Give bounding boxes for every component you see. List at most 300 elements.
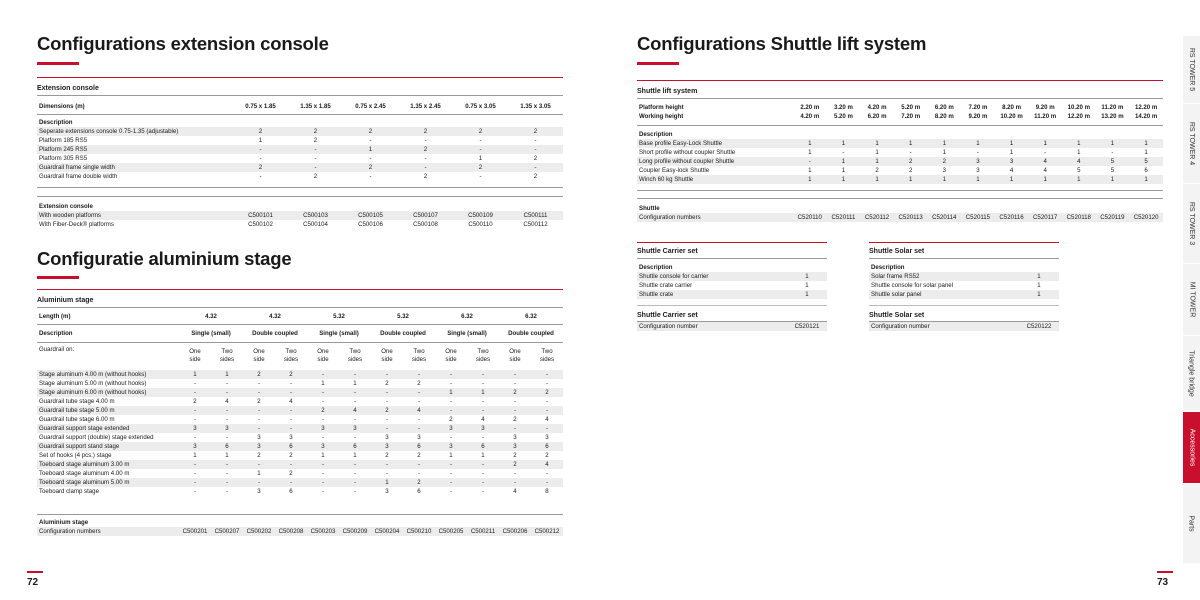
row-label: Platform 245 RS5 — [37, 145, 233, 154]
value-cell: - — [499, 478, 531, 487]
height-cell: 9.20 m — [1035, 104, 1055, 111]
height-cell: 11.20 m — [1101, 104, 1124, 111]
length-cell: 4.32 — [269, 313, 281, 320]
height-cell: 7.20 m — [968, 104, 988, 111]
aluminium-type-header — [37, 329, 563, 338]
solar-rows — [869, 263, 1059, 299]
value-cell: 2 — [531, 388, 563, 397]
value-cell: 1 — [1096, 175, 1130, 184]
value-cell: 2 — [499, 388, 531, 397]
value-cell: - — [467, 460, 499, 469]
value-cell: 2 — [499, 460, 531, 469]
value-cell: - — [481, 488, 485, 495]
value-cell: - — [307, 370, 339, 379]
value-cell: - — [193, 470, 197, 477]
carrier-description-label: Description — [639, 264, 673, 271]
value-cell: 3 — [211, 424, 243, 433]
type-cell: Double coupled — [508, 330, 554, 337]
value-cell: 3 — [995, 157, 1029, 166]
dim-cell: 0.75 x 3.05 — [465, 102, 496, 110]
value-cell: - — [243, 478, 275, 487]
side-cell — [371, 346, 403, 366]
code-cell: C520119 — [1096, 213, 1130, 222]
code-cell: C520116 — [995, 213, 1029, 222]
value-cell: - — [275, 388, 307, 397]
code-cell: C500110 — [468, 221, 493, 228]
code-cell: C520118 — [1062, 213, 1096, 222]
value-cell: 6 — [211, 442, 243, 451]
code-cell: C500108 — [413, 221, 438, 228]
value-cell: 1 — [257, 470, 261, 477]
value-cell: 1 — [808, 167, 812, 174]
value-cell: 1 — [193, 452, 197, 459]
value-cell: 2 — [243, 370, 275, 379]
value-cell: - — [225, 488, 229, 495]
code-cell: C500103 — [288, 211, 343, 220]
code-cell: C500101 — [233, 211, 288, 220]
value-cell: - — [424, 137, 427, 144]
section-divider — [637, 80, 1163, 81]
value-cell: 1 — [371, 478, 403, 487]
side-word: sides — [539, 356, 555, 363]
side-cell — [211, 346, 243, 366]
value-cell: 8 — [545, 488, 549, 495]
value-cell: 1 — [928, 139, 962, 148]
table-row — [37, 127, 563, 136]
value-cell: - — [257, 380, 261, 387]
row-label: Platform 305 RS5 — [39, 155, 88, 162]
side-cell — [531, 346, 563, 366]
tab-parts[interactable] — [1183, 484, 1200, 564]
side-word: side — [189, 356, 201, 363]
value-cell: - — [275, 460, 307, 469]
value-cell: 1 — [1129, 175, 1163, 184]
row-label: Toeboard clamp stage — [39, 488, 99, 495]
value-cell: - — [481, 434, 485, 441]
value-cell: 1 — [787, 290, 827, 299]
value-cell: - — [243, 388, 275, 397]
value-cell: 1 — [1028, 175, 1062, 184]
side-cell — [403, 346, 435, 366]
dimensions-label: Dimensions (m) — [39, 102, 85, 110]
value-cell: - — [403, 424, 435, 433]
value-cell: - — [842, 149, 845, 156]
value-cell: - — [289, 416, 293, 423]
shuttle-codes-rows — [637, 204, 1163, 222]
side-count: One — [189, 348, 201, 355]
value-cell: 2 — [233, 163, 288, 172]
value-cell: 2 — [371, 406, 403, 415]
solar-set-title: Shuttle Solar set — [869, 245, 1059, 259]
value-cell: 2 — [385, 452, 389, 459]
value-cell: - — [369, 155, 372, 162]
row-label: Shuttle console for carrier — [637, 272, 787, 281]
table-row — [637, 213, 1163, 222]
table-row — [37, 487, 563, 496]
value-cell: - — [179, 388, 211, 397]
shuttle-table-title: Shuttle lift system — [637, 85, 1163, 99]
code-cell: C500107 — [398, 211, 453, 220]
value-cell: - — [211, 460, 243, 469]
row-label: Long profile without coupler Shuttle — [637, 157, 793, 166]
shuttle-heights — [637, 103, 1163, 121]
value-cell: - — [275, 424, 307, 433]
tab-rs-tower-4[interactable] — [1183, 104, 1200, 184]
value-cell: 4 — [513, 488, 517, 495]
value-cell: 3 — [976, 167, 980, 174]
value-cell: 3 — [499, 442, 531, 451]
table-row — [37, 163, 563, 172]
value-cell: 1 — [467, 388, 499, 397]
table-row — [869, 272, 1059, 281]
table-row — [37, 397, 563, 406]
value-cell: 2 — [894, 157, 928, 166]
aluminium-stage-table — [37, 294, 563, 496]
value-cell: 2 — [313, 173, 318, 180]
value-cell: - — [481, 380, 485, 387]
carrier-code-value: C520121 — [787, 322, 827, 332]
tab-rs-tower-5[interactable] — [1183, 36, 1200, 104]
code-cell: C500202 — [243, 527, 275, 536]
height-cell: 12.20 m — [1067, 113, 1090, 120]
value-cell: 5 — [1129, 157, 1163, 166]
row-label: Toeboard stage aluminum 4.00 m — [39, 470, 130, 477]
value-cell: 1 — [841, 167, 846, 174]
height-cell: 8.20 m — [1002, 104, 1022, 111]
row-label: With wooden platforms — [37, 211, 233, 220]
value-cell: 1 — [827, 175, 861, 184]
table-row — [37, 220, 563, 229]
tab-label: Accessories — [1188, 428, 1196, 467]
right-page — [637, 0, 1169, 600]
value-cell: - — [435, 460, 467, 469]
value-cell: 4 — [339, 406, 371, 415]
value-cell: - — [508, 145, 563, 154]
value-cell: 3 — [417, 434, 421, 441]
value-cell: - — [225, 434, 229, 441]
aluminium-codes-table — [37, 514, 563, 536]
value-cell: - — [321, 470, 325, 477]
value-cell: 1 — [894, 175, 928, 184]
table-row — [637, 175, 1163, 184]
value-cell: 1 — [1077, 149, 1081, 156]
value-cell: - — [193, 488, 197, 495]
row-label: Platform 185 RS5 — [39, 137, 88, 144]
value-cell: 2 — [313, 137, 318, 144]
value-cell: 1 — [211, 370, 243, 379]
guardrail-label: Guardrail on: — [39, 346, 75, 353]
tab-label: RS TOWER 4 — [1188, 121, 1195, 166]
value-cell: 1 — [860, 157, 894, 166]
value-cell: - — [225, 470, 229, 477]
side-word: side — [509, 356, 521, 363]
height-cell: 4.20 m — [800, 113, 820, 120]
value-cell: 2 — [403, 478, 435, 487]
value-cell: 2 — [289, 452, 293, 459]
table-row — [637, 148, 1163, 157]
value-cell: - — [398, 163, 453, 172]
value-cell: - — [449, 434, 453, 441]
table-row — [37, 370, 563, 379]
title-accent-bar — [37, 62, 79, 65]
height-cell: 11.20 m — [1034, 113, 1057, 120]
table-row — [637, 166, 1163, 175]
code-cell: C500206 — [499, 527, 531, 536]
value-cell: 1 — [1062, 139, 1096, 148]
value-cell: 6 — [275, 442, 307, 451]
value-cell: 1 — [860, 139, 894, 148]
value-cell: - — [1044, 149, 1047, 156]
value-cell: 2 — [398, 145, 453, 154]
value-cell: - — [435, 370, 467, 379]
length-label: Length (m) — [39, 313, 71, 320]
value-cell: 4 — [289, 398, 293, 405]
row-label: Configuration numbers — [637, 213, 793, 222]
table-row — [37, 379, 563, 388]
value-cell: 2 — [288, 127, 343, 136]
row-label: Winch 60 kg Shuttle — [637, 175, 793, 184]
value-cell: - — [369, 173, 372, 180]
row-label: Shuttle solar panel — [869, 290, 1019, 299]
value-cell: - — [531, 406, 563, 415]
value-cell: - — [417, 398, 421, 405]
value-cell: - — [371, 424, 403, 433]
table-row — [637, 139, 1163, 148]
code-cell: C500104 — [303, 221, 328, 228]
alu-description-label: Description — [39, 330, 73, 337]
row-label: Shuttle console for solar panel — [871, 282, 953, 289]
row-label: Shuttle crate carrier — [639, 282, 693, 289]
value-cell: 6 — [467, 442, 499, 451]
height-cell: 8.20 m — [934, 113, 954, 120]
page-number-text: 73 — [1157, 577, 1169, 588]
side-count: Two — [285, 348, 297, 355]
value-cell: 3 — [961, 157, 995, 166]
title-accent-bar — [637, 62, 679, 65]
value-cell: 1 — [961, 175, 995, 184]
code-cell: C500105 — [343, 211, 398, 220]
row-label: With Fiber-Deck® platforms — [39, 221, 114, 228]
value-cell: 2 — [449, 416, 453, 423]
value-cell: 1 — [1096, 139, 1130, 148]
tab-label: Triangle bridge — [1188, 350, 1195, 397]
value-cell: 1 — [942, 149, 946, 156]
section-divider — [37, 77, 563, 78]
extension-console-table — [37, 82, 563, 188]
shuttle-codes-table — [637, 198, 1163, 222]
side-cell — [275, 346, 307, 366]
side-cell — [307, 346, 339, 366]
value-cell: 3 — [307, 424, 339, 433]
value-cell: - — [257, 416, 261, 423]
side-word: sides — [283, 356, 299, 363]
value-cell: 3 — [385, 434, 389, 441]
value-cell: 1 — [449, 452, 453, 459]
table-row — [37, 460, 563, 469]
value-cell: 1 — [995, 139, 1029, 148]
height-cell: 12.20 m — [1134, 104, 1158, 111]
value-cell: 3 — [339, 424, 371, 433]
tab-triangle-bridge[interactable] — [1183, 336, 1200, 412]
value-cell: - — [499, 424, 531, 433]
value-cell: - — [275, 406, 307, 415]
side-count: One — [445, 348, 457, 355]
tab-rs-tower-3[interactable] — [1183, 184, 1200, 264]
code-cell: C500201 — [179, 527, 211, 536]
value-cell: - — [467, 478, 499, 487]
side-word: sides — [475, 356, 491, 363]
value-cell: - — [403, 460, 435, 469]
dim-cell: 0.75 x 2.45 — [355, 102, 386, 110]
side-count: Two — [349, 348, 361, 355]
value-cell: 1 — [793, 139, 827, 148]
length-cell: 5.32 — [397, 313, 409, 320]
value-cell: 3 — [371, 442, 403, 451]
value-cell: - — [1111, 149, 1114, 156]
value-cell: - — [211, 478, 243, 487]
tab-mi-tower[interactable] — [1183, 264, 1200, 336]
carrier-set-title: Shuttle Carrier set — [637, 245, 827, 259]
shuttle-codes-title: Shuttle — [639, 205, 660, 212]
row-label: Guardrail tube stage 5.00 m — [37, 406, 179, 415]
row-label: Base profile Easy-Lock Shuttle — [637, 139, 793, 148]
code-cell: C500210 — [403, 527, 435, 536]
value-cell: 3 — [289, 434, 293, 441]
table-row — [37, 388, 563, 397]
side-count: One — [509, 348, 521, 355]
shuttle-title: Configurations Shuttle lift system — [637, 33, 927, 54]
code-cell: C500112 — [523, 221, 548, 228]
value-cell: 4 — [403, 406, 435, 415]
row-label: Seperate extensions console 0.75-1.35 (adjustable) — [37, 127, 233, 136]
value-cell: 2 — [453, 163, 508, 172]
value-cell: 1 — [179, 370, 211, 379]
value-cell: 6 — [289, 488, 293, 495]
code-cell: C520117 — [1028, 213, 1062, 222]
height-cell: 5.20 m — [833, 113, 853, 120]
length-cell: 6.32 — [525, 313, 537, 320]
side-count: Two — [221, 348, 233, 355]
shuttle-rows — [637, 130, 1163, 184]
title-accent-bar — [37, 276, 79, 279]
value-cell: 1 — [1028, 139, 1062, 148]
height-cell: 2.20 m — [800, 104, 820, 111]
value-cell: - — [179, 406, 211, 415]
value-cell: 3 — [435, 442, 467, 451]
value-cell: - — [531, 370, 563, 379]
value-cell: 3 — [179, 424, 211, 433]
table-row — [37, 154, 563, 163]
extension-codes-title: Extension console — [39, 203, 93, 210]
type-cell: Single (small) — [447, 330, 487, 337]
aluminium-stage-title: Configuratie aluminium stage — [37, 248, 292, 269]
value-cell: 1 — [787, 272, 827, 281]
value-cell: - — [909, 149, 912, 156]
dim-cell: 1.35 x 3.05 — [520, 102, 551, 110]
value-cell: 1 — [1129, 139, 1163, 148]
table-row — [37, 211, 563, 220]
value-cell: - — [243, 424, 275, 433]
value-cell: 2 — [257, 452, 261, 459]
value-cell: - — [314, 155, 317, 162]
value-cell: 3 — [307, 442, 339, 451]
value-cell: - — [353, 470, 357, 477]
dim-cell: 0.75 x 1.85 — [245, 102, 276, 110]
value-cell: - — [275, 478, 307, 487]
value-cell: 1 — [1019, 290, 1059, 299]
table-row — [37, 415, 563, 424]
side-cell — [243, 346, 275, 366]
side-count: One — [253, 348, 265, 355]
side-count: Two — [413, 348, 425, 355]
value-cell: - — [435, 406, 467, 415]
row-label: Short profile without coupler Shuttle — [639, 149, 736, 156]
length-cell: 4.32 — [205, 313, 217, 320]
value-cell: 3 — [257, 488, 261, 495]
tab-label: RS TOWER 5 — [1188, 47, 1195, 92]
value-cell: - — [179, 460, 211, 469]
value-cell: 1 — [478, 155, 483, 162]
value-cell: 2 — [908, 167, 913, 174]
value-cell: - — [417, 416, 421, 423]
value-cell: 1 — [995, 175, 1029, 184]
value-cell: 6 — [339, 442, 371, 451]
value-cell: - — [793, 157, 827, 166]
aluminium-codes-title: Aluminium stage — [39, 519, 89, 526]
value-cell: 2 — [453, 127, 508, 136]
value-cell: 2 — [508, 127, 563, 136]
value-cell: - — [499, 370, 531, 379]
table-row — [37, 433, 563, 442]
carrier-code-label: Configuration number — [637, 322, 787, 332]
solar-description-label: Description — [871, 264, 905, 271]
value-cell: - — [353, 434, 357, 441]
solar-code-title: Shuttle Solar set — [869, 312, 925, 319]
value-cell: - — [385, 416, 389, 423]
table-row — [37, 406, 563, 415]
value-cell: - — [211, 406, 243, 415]
value-cell: 2 — [385, 380, 389, 387]
value-cell: 1 — [1009, 149, 1014, 156]
table-row — [37, 527, 563, 536]
code-cell: C520114 — [928, 213, 962, 222]
side-word: sides — [219, 356, 235, 363]
value-cell: 1 — [353, 452, 357, 459]
value-cell: - — [449, 470, 453, 477]
table-row — [37, 469, 563, 478]
value-cell: 1 — [321, 380, 325, 387]
value-cell: - — [513, 398, 517, 405]
table-row — [637, 290, 827, 299]
tab-accessories[interactable] — [1183, 412, 1200, 484]
side-cell — [435, 346, 467, 366]
table-row — [869, 281, 1059, 290]
value-cell: 4 — [531, 460, 563, 469]
value-cell: - — [403, 388, 435, 397]
row-label: Working height — [639, 113, 684, 120]
side-cell — [179, 346, 211, 366]
value-cell: 1 — [1037, 282, 1041, 289]
code-cell: C500204 — [371, 527, 403, 536]
value-cell: - — [449, 380, 453, 387]
code-cell: C520112 — [860, 213, 894, 222]
value-cell: 2 — [545, 452, 549, 459]
value-cell: - — [467, 370, 499, 379]
value-cell: 5 — [1110, 167, 1115, 174]
value-cell: 1 — [481, 452, 485, 459]
value-cell: - — [545, 470, 549, 477]
value-cell: - — [288, 163, 343, 172]
